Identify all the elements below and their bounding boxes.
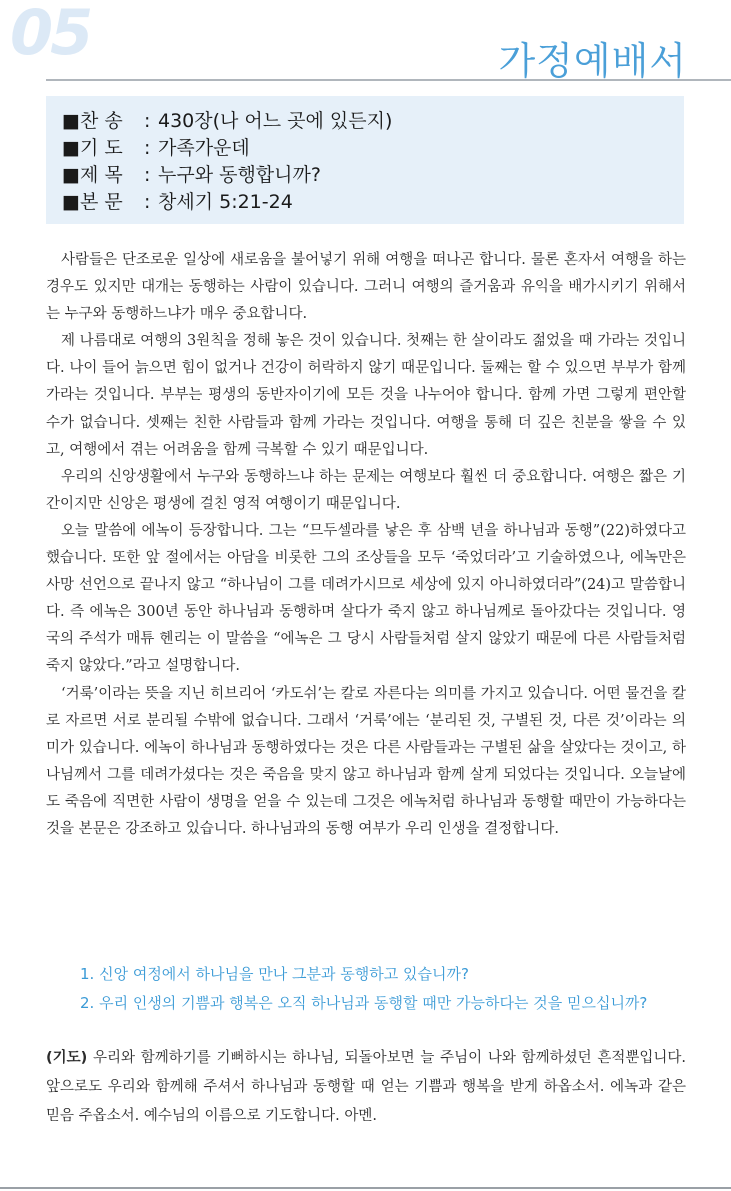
square-bullet-icon: ■ [62, 164, 80, 186]
prayer-text: 우리와 함께하기를 기뻐하시는 하나님, 되돌아보면 늘 주님이 나와 함께하셨던 흔적뿐입니다. 앞으로도 우리와 함께해 주셔서 하나님과 동행할 때 얻는 기쁨과 행복을 받게 하옵소서. 에녹과 같은 믿음 주옵소서. 예수님의 이름으로 기도합니다. 아멘. [46, 1050, 686, 1124]
sermon-paragraph: 사람들은 단조로운 일상에 새로움을 불어넣기 위해 여행을 떠나곤 합니다. 물론 혼자서 여행을 하는 경우도 있지만 대개는 동행하는 사람이 있습니다. 그러니 여행의 즐거움과 유익을 배가시키기 위해서는 누구와 동행하느냐가 매우 중요합니다. [46, 252, 686, 323]
worship-info-box [46, 96, 684, 224]
page-title: 가정예배서 [498, 39, 687, 83]
page-number: 05 [10, 0, 91, 69]
info-row-title [62, 162, 684, 189]
title-divider [46, 79, 731, 81]
prayer-label: (기도) [46, 1050, 88, 1066]
info-label: 기 도 [80, 137, 123, 159]
question-item: 1. 신앙 여정에서 하나님을 만나 그분과 동행하고 있습니까? [80, 965, 469, 983]
info-row-scripture [62, 189, 684, 216]
info-value: 가족가운데 [158, 137, 250, 159]
info-label: 찬 송 [80, 110, 123, 132]
sermon-paragraph: ‘거룩’이라는 뜻을 지닌 히브리어 ‘카도쉬’는 칼로 자른다는 의미를 가지고 있습니다. 어떤 물건을 칼로 자르면 서로 분리될 수밖에 없습니다. 그래서 ‘거룩’에는 ‘분리된 것, 구별된 것, 다른 것’이라는 의미가 있습니다. 에녹이 하나님과 동행하였다는 것은 다른 사람들과는 구별된 삶을 살았다는 것이고, 하나님께서 그를 데려가셨다는 것은 죽음을 맞지 않고 하나님과 함께 살게 되었다는 것입니다. 오늘날에도 죽음에 직면한 사람이 생명을 얻을 수 있는데 그것은 에녹처럼 하나님과 동행할 때만이 가능하다는 것을 본문은 강조하고 있습니다. 하나님과의 동행 여부가 우리 인생을 결정합니다. [46, 685, 686, 837]
sermon-paragraph: 우리의 신앙생활에서 누구와 동행하느냐 하는 문제는 여행보다 훨씬 더 중요합니다. 여행은 짧은 기간이지만 신앙은 평생에 걸친 영적 여행이기 때문입니다. [46, 468, 686, 512]
info-colon: : [144, 164, 151, 186]
bottom-divider [0, 1187, 731, 1189]
info-value: 430장(나 어느 곳에 있든지) [158, 110, 393, 132]
info-row-hymn [62, 108, 684, 135]
info-label: 제 목 [80, 164, 123, 186]
sermon-body [46, 247, 686, 843]
info-value: 누구와 동행합니까? [158, 164, 321, 186]
sermon-paragraph: 제 나름대로 여행의 3원칙을 정해 놓은 것이 있습니다. 첫째는 한 살이라도 젊었을 때 가라는 것입니다. 나이 들어 늙으면 힘이 없거나 건강이 허락하지 않기 때문입니다. 둘째는 할 수 있으면 부부가 함께 가라는 것입니다. 부부는 평생의 동반자이기에 모든 것을 나누어야 합니다. 함께 가면 그렇게 편안할 수가 없습니다. 셋째는 친한 사람들과 함께 가라는 것입니다. 여행을 통해 더 깊은 친분을 쌓을 수 있고, 여행에서 겪는 어려움을 함께 극복할 수 있기 때문입니다. [46, 333, 686, 458]
info-colon: : [144, 110, 151, 132]
info-colon: : [144, 191, 151, 213]
discussion-questions [80, 960, 700, 1018]
square-bullet-icon: ■ [62, 137, 80, 159]
square-bullet-icon: ■ [62, 110, 80, 132]
question-item: 2. 우리 인생의 기쁨과 행복은 오직 하나님과 동행할 때만 가능하다는 것을 믿으십니까? [80, 994, 648, 1012]
info-value: 창세기 5:21-24 [158, 191, 293, 213]
closing-prayer [46, 1044, 686, 1131]
info-row-prayer [62, 135, 684, 162]
sermon-paragraph: 오늘 말씀에 에녹이 등장합니다. 그는 “므두셀라를 낳은 후 삼백 년을 하나님과 동행”(22)하였다고 했습니다. 또한 앞 절에서는 아담을 비롯한 그의 조상들을 모두 ‘죽었더라’고 기술하였으나, 에녹만은 사망 선언으로 끝나지 않고 “하나님이 그를 데려가시므로 세상에 있지 아니하였더라”(24)고 말씀합니다. 즉 에녹은 300년 동안 하나님과 동행하며 살다가 죽지 않고 하나님께로 돌아갔다는 것입니다. 영국의 주석가 매튜 헨리는 이 말씀을 “에녹은 그 당시 사람들처럼 살지 않았기 때문에 다른 사람들처럼 죽지 않았다.”라고 설명합니다. [46, 522, 686, 675]
info-label: 본 문 [80, 191, 123, 213]
square-bullet-icon: ■ [62, 191, 80, 213]
info-colon: : [144, 137, 151, 159]
